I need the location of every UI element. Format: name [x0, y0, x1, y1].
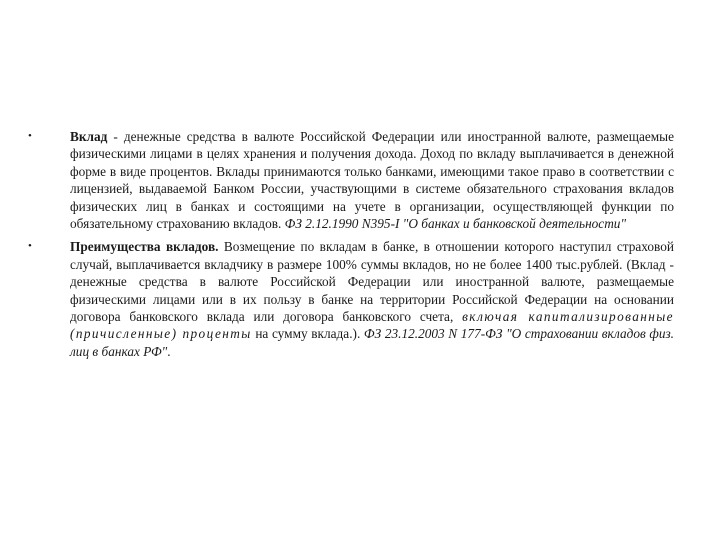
law-citation: ФЗ 2.12.1990 N395-I "О банках и банковской деятельности" — [284, 216, 627, 232]
bullet-item-deposit-advantages — [28, 238, 674, 360]
bullet-icon: • — [28, 130, 32, 142]
bullet-list — [28, 128, 674, 366]
definition-text: - денежные средства в валюте Российской Федерации или иностранной валюте, размещаемые физическими лицами в целях хранения и получения дохода. Доход по вкладу выплачивается в денежной форме в виде процентов. Вклады принимаются только банками, имеющими такое право в соответствии с лицензией, выдаваемой Банком России, участвующими в системе обязательного страхования вкладов физических лиц в банках и состоящими на учете в организации, осуществляющей функции по обязательному страхованию вкладов. — [70, 129, 674, 232]
term-deposit: Вклад — [70, 129, 108, 144]
ending-punctuation: . — [167, 343, 171, 359]
bullet-icon: • — [28, 240, 32, 253]
advantages-text: Возмещение по вкладам в банке, в отношении которого наступил страховой случай, выплачивается вкладчику в размере 100% суммы вкладов, но не более 1400 тыс.рублей. (Вклад - денежные средства в валюте Российской Федерации или иностранной валюте, размещаемые физическими лицами или в их пользу в банке на территории Российской Федерации на основании договора банковского вклада или договора банковского счета, — [70, 239, 674, 325]
advantages-text-after: на сумму вклада.). — [251, 326, 364, 342]
italic-phrase: включая капитализированные (причисленные) проценты — [70, 309, 674, 342]
bullet-item-deposit-definition — [28, 128, 674, 232]
law-citation: ФЗ 23.12.2003 N 177-ФЗ "О страховании вкладов физ. лиц в банках РФ" — [70, 326, 674, 359]
term-advantages: Преимущества вкладов. — [70, 239, 219, 255]
